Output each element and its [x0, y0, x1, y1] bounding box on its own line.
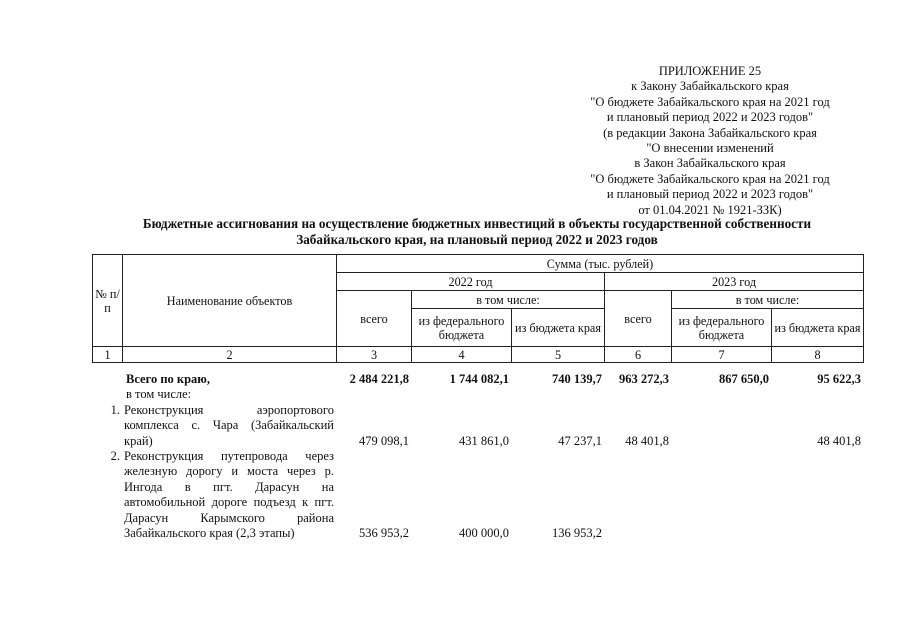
- row-value: 48 401,8: [625, 433, 669, 448]
- col-number: 5: [512, 347, 605, 363]
- totals-subrow: [92, 387, 863, 402]
- row-value: 47 237,1: [558, 433, 602, 448]
- table-row: [92, 449, 863, 541]
- data-table: [92, 372, 863, 541]
- totals-value: 963 272,3: [619, 372, 669, 386]
- appendix-line: от 01.04.2021 № 1921-ЗЗК): [638, 202, 782, 217]
- appendix-line: (в редакции Закона Забайкальского края: [603, 125, 817, 140]
- row-value: 136 953,2: [552, 526, 602, 541]
- col-number: 4: [412, 347, 512, 363]
- header-name: Наименование объектов: [123, 255, 337, 347]
- row-index: 2.: [110, 449, 120, 464]
- row-value: 536 953,2: [359, 526, 409, 541]
- col-number: 8: [772, 347, 864, 363]
- totals-row: [92, 372, 863, 387]
- header-total-2023: всего: [605, 291, 672, 347]
- title-line-2: Забайкальского края, на плановый период 2022 и 2023 годов: [296, 232, 658, 247]
- header-sum: Сумма (тыс. рублей): [337, 255, 864, 273]
- header-regional-2022: из бюджета края: [512, 309, 605, 347]
- col-number: 1: [93, 347, 123, 363]
- row-name: Реконструкция путепровода через железную дорогу и моста через р. Ингода в пгт. Дарасун на автомобильной дороге подъезд к пгт. Дарасун Карымского района Забайкальского края (2,3 этапы): [124, 449, 334, 541]
- col-number: 7: [672, 347, 772, 363]
- totals-value: 867 650,0: [719, 372, 769, 386]
- row-value: 479 098,1: [359, 433, 409, 448]
- header-year-2023: 2023 год: [605, 273, 864, 291]
- totals-label: Всего по краю,: [126, 372, 210, 386]
- table-row: [92, 403, 863, 449]
- totals-value: 2 484 221,8: [349, 372, 409, 386]
- header-table: [92, 254, 864, 363]
- col-number: 6: [605, 347, 672, 363]
- row-value: [671, 403, 771, 449]
- appendix-line: и плановый период 2022 и 2023 годов": [606, 110, 814, 125]
- row-value: [671, 449, 771, 541]
- totals-value: 740 139,7: [552, 372, 602, 386]
- totals-sublabel: в том числе:: [126, 387, 192, 402]
- row-value: [771, 449, 863, 541]
- document-title: [60, 216, 894, 248]
- header-federal-2023: из федерального бюджета: [672, 309, 772, 347]
- appendix-line: ПРИЛОЖЕНИЕ 25: [658, 64, 762, 78]
- appendix-line: и плановый период 2022 и 2023 годов": [606, 187, 814, 202]
- appendix-line: в Закон Забайкальского края: [634, 156, 786, 171]
- appendix-line: к Закону Забайкальского края: [631, 79, 789, 94]
- appendix-line: "О внесении изменений: [646, 141, 774, 156]
- header-incl-2022: в том числе:: [412, 291, 605, 309]
- row-value: 400 000,0: [459, 526, 509, 541]
- header-federal-2022: из федерального бюджета: [412, 309, 512, 347]
- row-value: [604, 449, 671, 541]
- title-line-1: Бюджетные ассигнования на осуществление бюджетных инвестиций в объекты государственной собственности: [142, 216, 812, 231]
- row-index: 1.: [110, 402, 120, 417]
- appendix-block: [570, 64, 850, 218]
- appendix-line: "О бюджете Забайкальского края на 2021 год: [590, 94, 830, 109]
- appendix-line: "О бюджете Забайкальского края на 2021 год: [590, 171, 830, 186]
- totals-value: 1 744 082,1: [449, 372, 509, 386]
- header-regional-2023: из бюджета края: [772, 309, 864, 347]
- row-value: 431 861,0: [459, 433, 509, 448]
- col-number: 3: [337, 347, 412, 363]
- totals-value: 95 622,3: [817, 372, 861, 386]
- header-year-2022: 2022 год: [337, 273, 605, 291]
- col-number: 2: [123, 347, 337, 363]
- row-name: Реконструкция аэропортового комплекса с. Чара (Забайкальский край): [124, 402, 334, 448]
- header-total-2022: всего: [337, 291, 412, 347]
- header-num: № п/п: [93, 255, 123, 347]
- header-incl-2023: в том числе:: [672, 291, 864, 309]
- row-value: 48 401,8: [817, 433, 861, 448]
